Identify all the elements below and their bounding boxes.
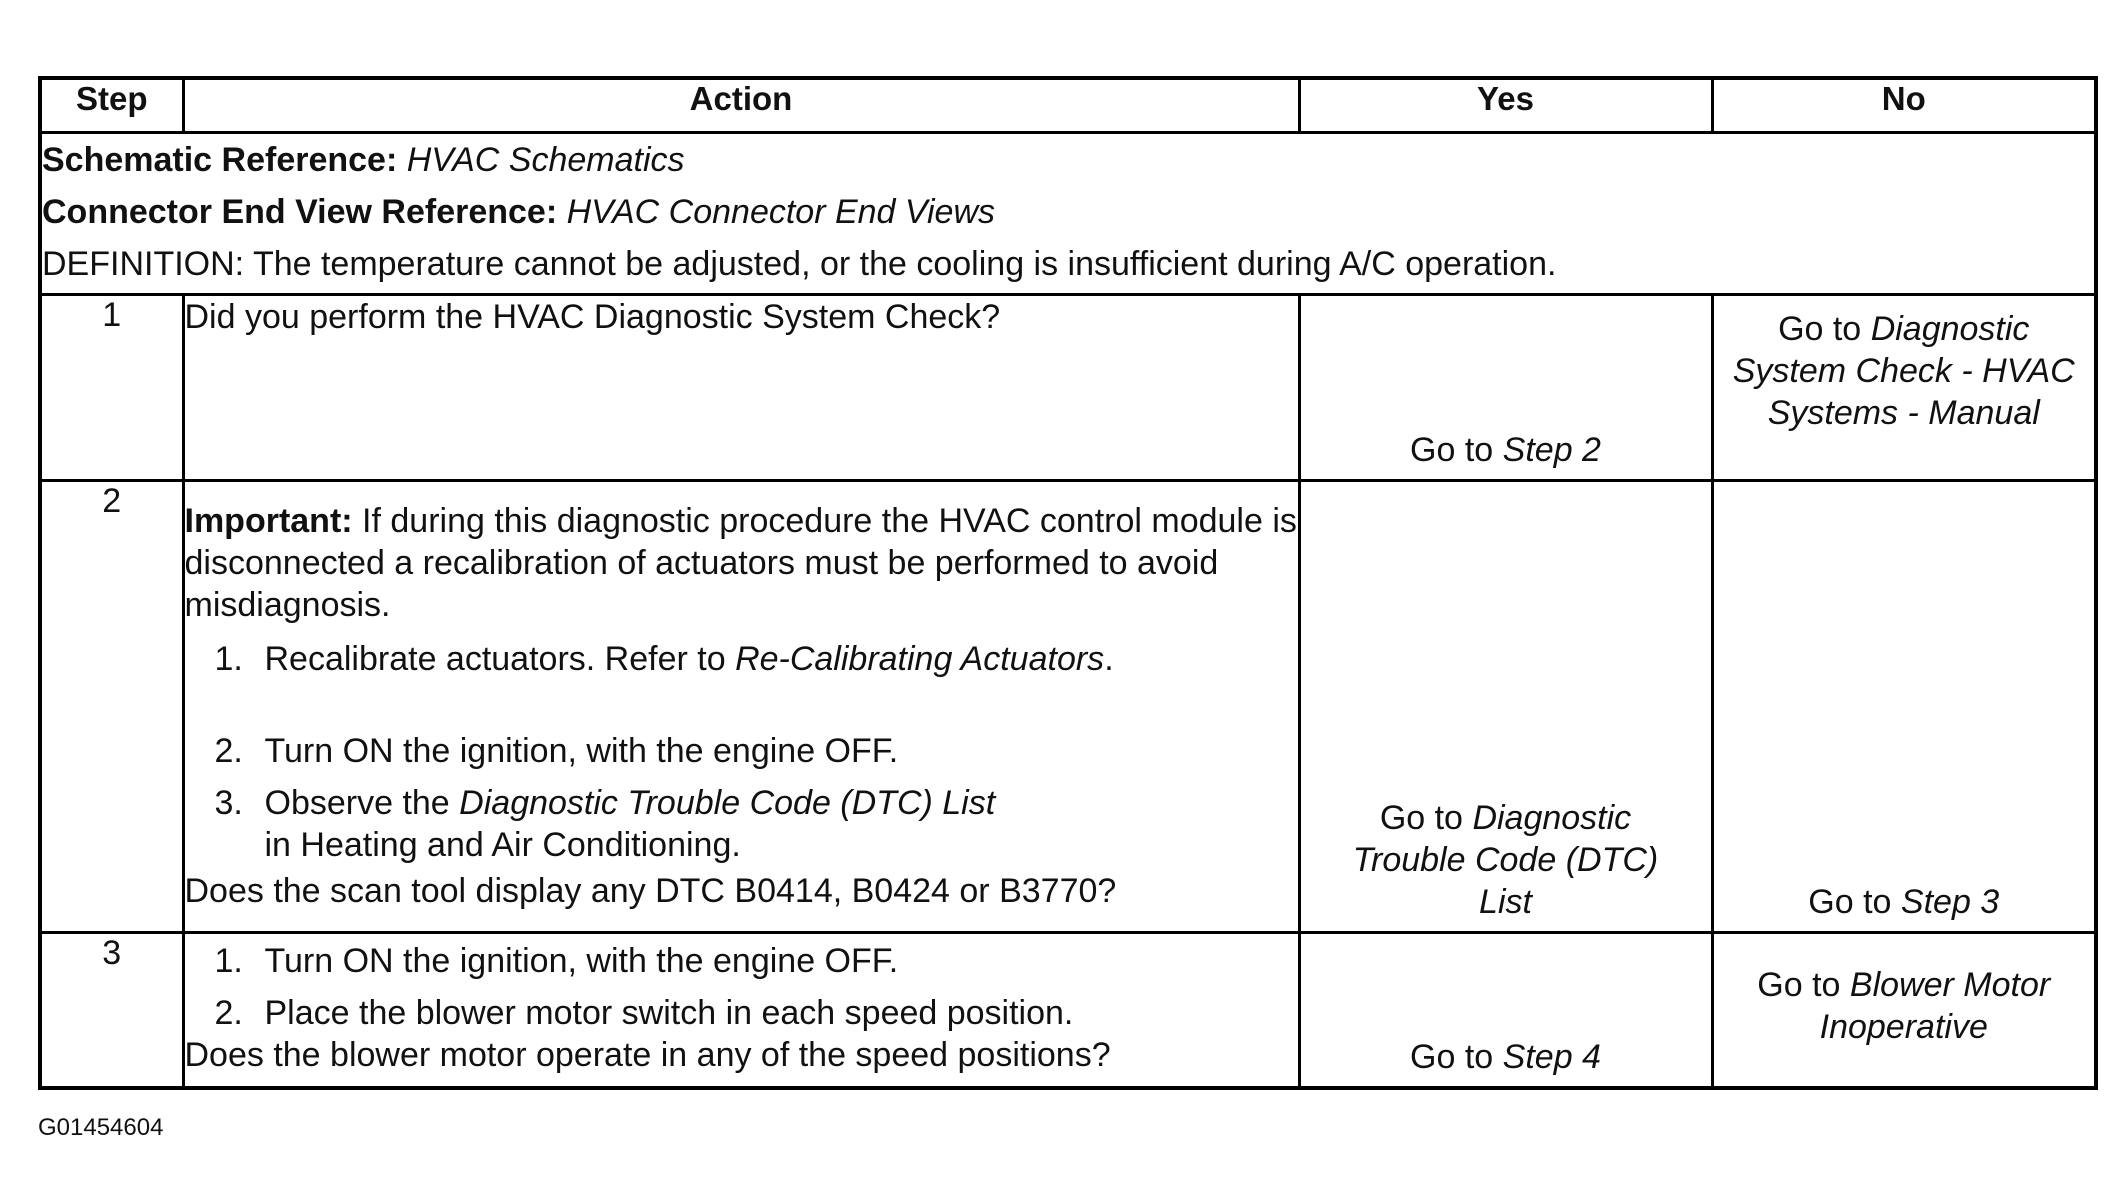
yes-result — [1315, 429, 1697, 471]
important-label: Important: — [184, 501, 353, 540]
yes-prefix: Go to — [1379, 798, 1463, 837]
item-text: Place the blower motor switch in each speed position. — [264, 993, 1074, 1032]
step-row-2 — [40, 480, 2096, 932]
schematic-reference — [42, 134, 2094, 186]
step-action — [183, 480, 1299, 932]
yes-link[interactable]: Step 4 — [1502, 1038, 1601, 1076]
no-link[interactable]: System Check - HVAC — [1732, 351, 2075, 390]
list-item — [185, 940, 1298, 982]
no-link[interactable]: Inoperative — [1819, 1007, 1988, 1046]
yes-prefix: Go to — [1410, 1038, 1494, 1076]
step-action — [183, 294, 1299, 480]
schematic-reference-link[interactable]: HVAC Schematics — [406, 140, 685, 179]
item-suffix: in Heating and Air Conditioning. — [264, 825, 741, 864]
figure-id: G01454604 — [38, 1114, 164, 1141]
diagnostic-table-container — [38, 76, 2094, 1090]
header-row — [40, 78, 2096, 132]
list-item — [185, 992, 1298, 1034]
no-result — [1728, 308, 2081, 434]
schematic-reference-label: Schematic Reference: — [42, 140, 398, 179]
item-number: 1. — [214, 941, 243, 980]
no-prefix: Go to — [1757, 965, 1841, 1004]
item-text: Observe the — [264, 783, 450, 822]
item-number: 1. — [214, 639, 243, 678]
no-result — [1728, 881, 2081, 923]
step-row-1 — [40, 294, 2096, 480]
yes-result — [1315, 1036, 1697, 1078]
step-yes — [1299, 294, 1712, 480]
item-number: 3. — [214, 783, 243, 822]
step-number: 3 — [40, 932, 183, 1088]
item-text: Turn ON the ignition, with the engine OFF. — [264, 731, 899, 770]
step-question: Does the blower motor operate in any of the speed positions? — [184, 1035, 1111, 1074]
step-no — [1712, 294, 2096, 480]
no-result — [1728, 964, 2081, 1048]
list-item — [185, 638, 1298, 680]
step-row-3 — [40, 932, 2096, 1088]
step-number: 1 — [40, 294, 183, 480]
step-yes — [1299, 932, 1712, 1088]
no-prefix: Go to — [1778, 309, 1862, 348]
important-note — [185, 500, 1298, 626]
header-step: Step — [40, 78, 183, 132]
item-link[interactable]: Diagnostic Trouble Code (DTC) List — [459, 783, 996, 822]
reference-row — [40, 132, 2096, 294]
step-instructions — [185, 638, 1298, 866]
header-no: No — [1712, 78, 2096, 132]
step-no — [1712, 480, 2096, 932]
no-link[interactable]: Systems - Manual — [1767, 393, 2040, 432]
step-question: Did you perform the HVAC Diagnostic System Check? — [184, 297, 1001, 336]
connector-reference-label: Connector End View Reference: — [42, 192, 558, 231]
diagnostic-table — [38, 76, 2098, 1090]
list-item — [185, 782, 1298, 866]
step-yes — [1299, 480, 1712, 932]
step-question: Does the scan tool display any DTC B0414, B0424 or B3770? — [184, 871, 1117, 910]
step-number: 2 — [40, 480, 183, 932]
no-link[interactable]: Blower Motor — [1849, 965, 2051, 1004]
important-text: If during this diagnostic procedure the HVAC control module is disconnected a recalibration of actuators must be performed to avoid misdiagnosis. — [184, 501, 1297, 624]
header-action: Action — [183, 78, 1299, 132]
reference-cell — [40, 132, 2096, 294]
definition: DEFINITION: The temperature cannot be adjusted, or the cooling is insufficient during A/C operation. — [42, 244, 1557, 283]
item-number: 2. — [214, 993, 243, 1032]
step-action — [183, 932, 1299, 1088]
step-instructions — [185, 940, 1298, 1034]
no-link[interactable]: Step 3 — [1900, 882, 2000, 921]
list-item — [185, 730, 1298, 772]
header-yes: Yes — [1299, 78, 1712, 132]
item-text: Turn ON the ignition, with the engine OFF. — [264, 941, 899, 980]
connector-reference-link[interactable]: HVAC Connector End Views — [566, 192, 995, 231]
item-number: 2. — [214, 731, 243, 770]
connector-reference — [42, 186, 2094, 238]
item-suffix: . — [1104, 639, 1114, 678]
no-link[interactable]: Diagnostic — [1870, 309, 2030, 348]
step-no — [1712, 932, 2096, 1088]
yes-result — [1315, 797, 1697, 923]
yes-link[interactable]: Diagnostic — [1472, 798, 1632, 837]
yes-link[interactable]: List — [1479, 882, 1532, 921]
yes-link[interactable]: Trouble Code (DTC) — [1352, 840, 1659, 879]
yes-link[interactable]: Step 2 — [1502, 430, 1601, 469]
item-text: Recalibrate actuators. Refer to — [264, 639, 726, 678]
item-link[interactable]: Re-Calibrating Actuators — [735, 639, 1105, 678]
yes-prefix: Go to — [1410, 430, 1494, 469]
no-prefix: Go to — [1808, 882, 1892, 921]
